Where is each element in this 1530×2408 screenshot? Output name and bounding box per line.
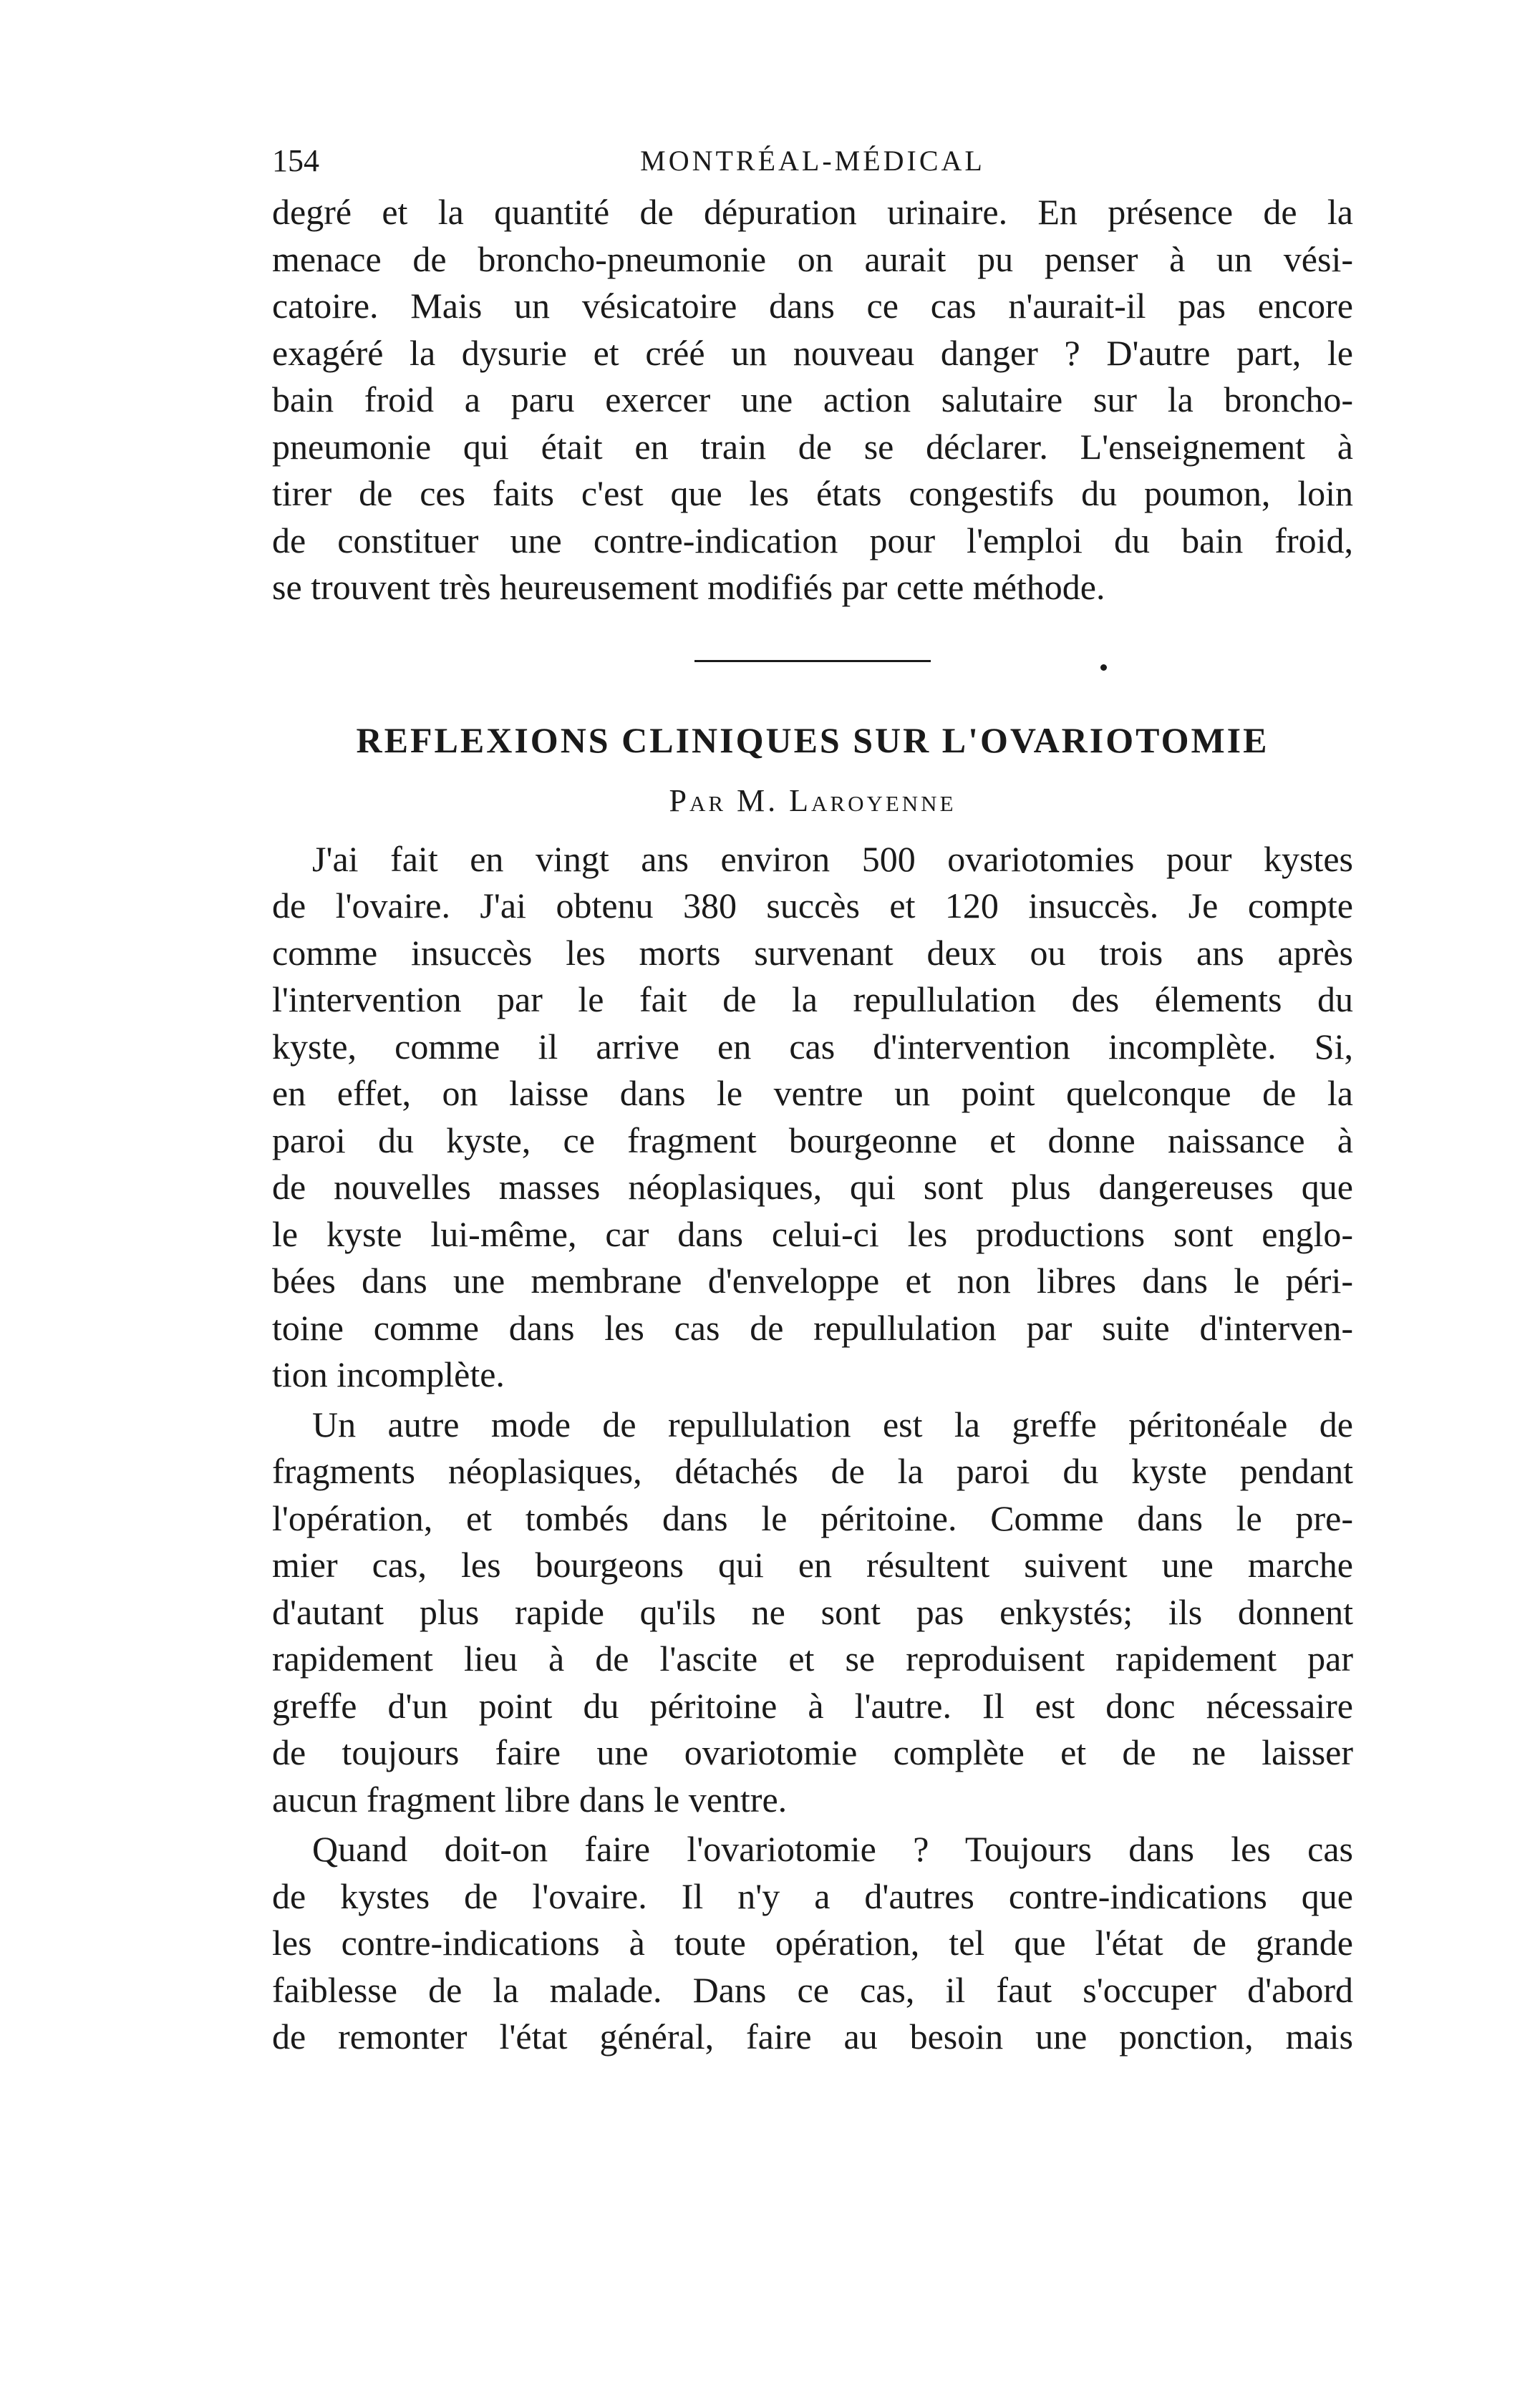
- divider-dot: [1100, 664, 1107, 671]
- text-line: l'intervention par le fait de la repullulation des élements du: [272, 979, 1353, 1019]
- article-paragraph-3: [272, 1826, 1353, 2061]
- text-line: de kystes de l'ovaire. Il n'y a d'autres contre-indications que: [272, 1875, 1353, 1916]
- document-page: [272, 136, 1353, 2061]
- text-line: aucun fragment libre dans le ventre.: [272, 1779, 788, 1820]
- running-head: [272, 136, 1353, 186]
- text-line: pneumonie qui était en train de se déclarer. L'enseignement à: [272, 426, 1353, 467]
- text-line: rapidement lieu à de l'ascite et se reproduisent rapidement par: [272, 1638, 1353, 1679]
- text-line: Quand doit-on faire l'ovariotomie ? Toujours dans les cas: [312, 1829, 1353, 1869]
- text-line: bées dans une membrane d'enveloppe et non libres dans le péri-: [272, 1261, 1353, 1301]
- text-line: menace de broncho-pneumonie on aurait pu penser à un vési-: [272, 238, 1353, 279]
- text-line: les contre-indications à toute opération, tel que l'état de grande: [272, 1923, 1353, 1963]
- text-line: Un autre mode de repullulation est la greffe péritonéale de: [312, 1404, 1353, 1445]
- page-number: 154: [272, 143, 319, 178]
- intro-paragraph: [272, 189, 1353, 611]
- text-line: de constituer une contre-indication pour l'emploi du bain froid,: [272, 520, 1353, 560]
- text-line: kyste, comme il arrive en cas d'intervention incomplète. Si,: [272, 1026, 1353, 1067]
- text-line: mier cas, les bourgeons qui en résultent suivent une marche: [272, 1545, 1353, 1585]
- divider-rule: [694, 660, 931, 662]
- text-line: tirer de ces faits c'est que les états congestifs du poumon, loin: [272, 473, 1353, 513]
- article-title: REFLEXIONS CLINIQUES SUR L'OVARIOTOMIE: [356, 719, 1269, 760]
- text-line: de nouvelles masses néoplasiques, qui sont plus dangereuses que: [272, 1167, 1353, 1207]
- text-line: faiblesse de la malade. Dans ce cas, il faut s'occuper d'abord: [272, 1969, 1353, 2010]
- text-line: le kyste lui-même, car dans celui-ci les productions sont englo-: [272, 1213, 1353, 1254]
- text-line: toine comme dans les cas de repullulation par suite d'interven-: [272, 1307, 1353, 1348]
- text-line: tion incomplète.: [272, 1354, 505, 1394]
- text-line: de remonter l'état général, faire au besoin une ponction, mais: [272, 2016, 1353, 2057]
- text-line: comme insuccès les morts survenant deux ou trois ans après: [272, 932, 1353, 973]
- text-line: bain froid a paru exercer une action salutaire sur la broncho-: [272, 379, 1353, 419]
- text-line: se trouvent très heureusement modifiés par cette méthode.: [272, 567, 1105, 607]
- text-line: paroi du kyste, ce fragment bourgeonne et donne naissance à: [272, 1120, 1353, 1160]
- article-paragraph-1: [272, 836, 1353, 1399]
- section-divider: [272, 611, 1353, 712]
- text-line: J'ai fait en vingt ans environ 500 ovariotomies pour kystes: [312, 838, 1353, 879]
- text-line: exagéré la dysurie et créé un nouveau danger ? D'autre part, le: [272, 332, 1353, 373]
- text-line: degré et la quantité de dépuration urinaire. En présence de la: [272, 192, 1353, 232]
- text-line: de l'ovaire. J'ai obtenu 380 succès et 120 insuccès. Je compte: [272, 885, 1353, 926]
- text-line: d'autant plus rapide qu'ils ne sont pas enkystés; ils donnent: [272, 1591, 1353, 1632]
- text-line: catoire. Mais un vésicatoire dans ce cas n'aurait-il pas encore: [272, 286, 1353, 326]
- text-line: de toujours faire une ovariotomie complète et de ne laisser: [272, 1732, 1353, 1772]
- article-byline: Par M. Laroyenne: [669, 782, 957, 818]
- journal-title: MONTRÉAL-MÉDICAL: [640, 145, 985, 177]
- text-line: fragments néoplasiques, détachés de la paroi du kyste pendant: [272, 1451, 1353, 1491]
- text-line: l'opération, et tombés dans le péritoine. Comme dans le pre-: [272, 1497, 1353, 1538]
- text-line: en effet, on laisse dans le ventre un point quelconque de la: [272, 1073, 1353, 1113]
- text-line: greffe d'un point du péritoine à l'autre. Il est donc nécessaire: [272, 1685, 1353, 1726]
- article-paragraph-2: [272, 1402, 1353, 1824]
